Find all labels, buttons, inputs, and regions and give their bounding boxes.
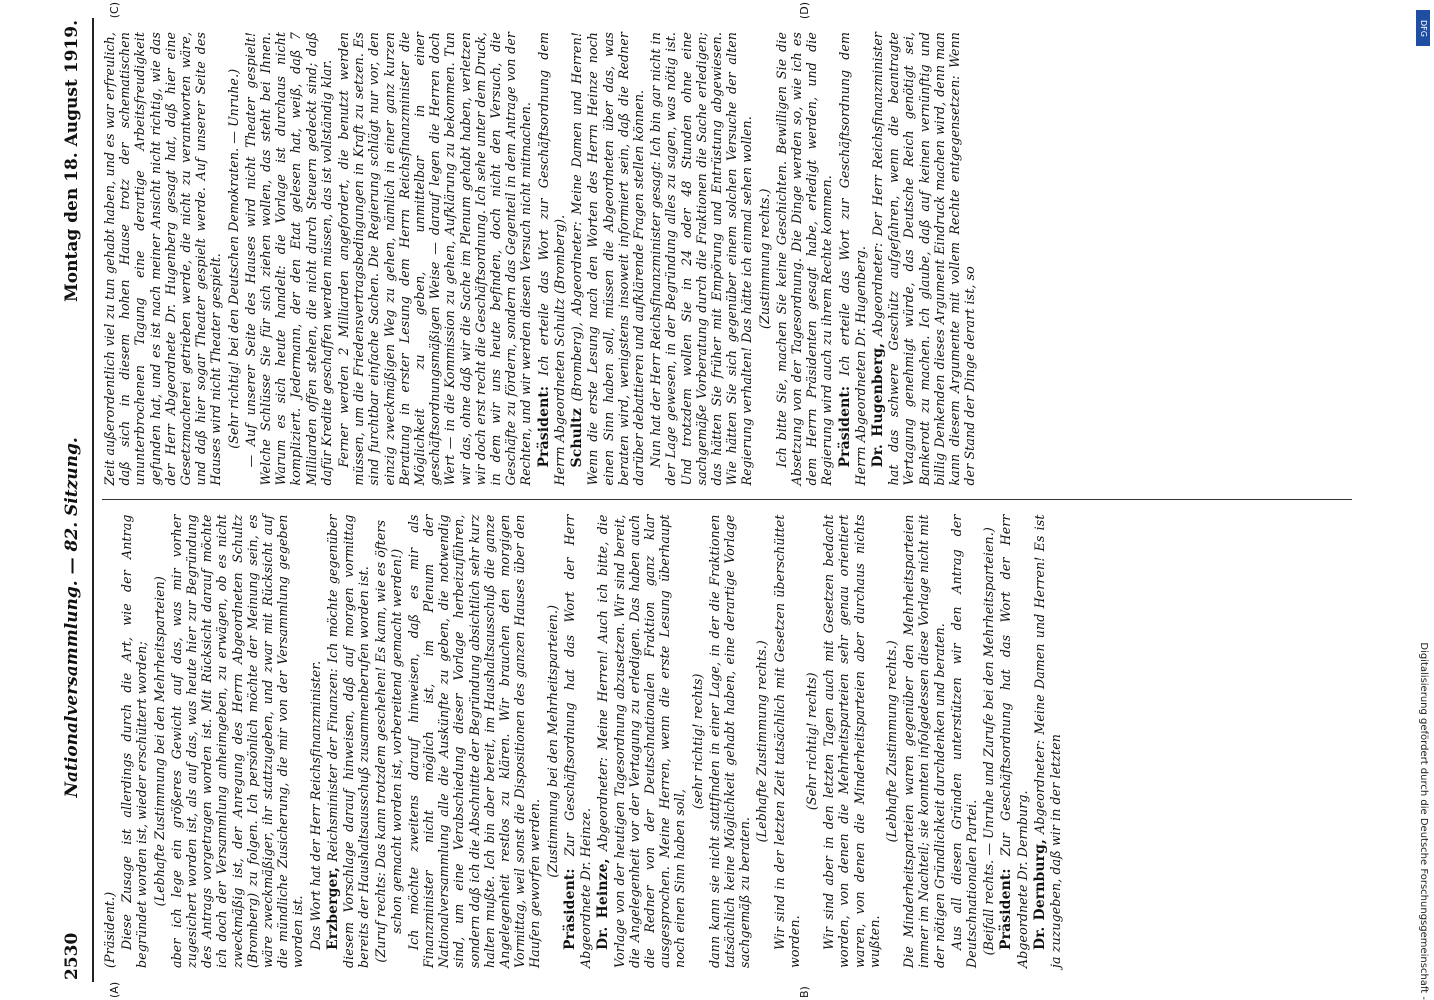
interjection: (Beifall rechts. — Unruhe und Zurufe bei den Mehrheitsparteien.) — [981, 527, 997, 956]
dfg-logo: DFG — [1416, 10, 1430, 46]
speech-paragraph — [325, 515, 372, 969]
interjection: (Sehr richtig! rechts) — [803, 672, 819, 811]
speech-paragraph — [998, 515, 1029, 969]
speaker-name: Erzberger, — [324, 867, 341, 950]
interjection: (Lebhafte Zustimmung rechts.) — [754, 640, 770, 843]
speech-paragraph — [595, 515, 687, 969]
speech-paragraph — [870, 32, 977, 486]
speaker-name: Präsident: — [561, 868, 578, 950]
paragraph: aber ich lege ein größeres Gewicht auf das, was mir vorher zugesichert worden ist, als auf das, was heute hier zur Begründung des Antrags vorgetragen worden ist. Mit Rücksicht darauf möchte ich doch der Versammlung anheimgeben, zu erwägen, ob es nicht zweckmäßig ist, der Anregung des Herrn Abgeordneten Schultz (Bromberg) zu folgen. Ich persönlich möchte der Meinung sein, es wäre zweckmäßiger, ihr stattzugeben, und zwar mit Rücksicht auf die mündliche Zusicherung, die mir von der Versammlung gegeben worden ist. — [168, 514, 306, 968]
speech-paragraph — [1032, 515, 1063, 969]
paragraph: Wir sind in der letzten Zeit tatsächlich mit Gesetzen überschüttet worden. — [771, 514, 802, 968]
interjection: (sehr richtig! rechts) — [689, 673, 705, 810]
speech-text: Zur Geschäftsordnung hat das Wort der Herr Abgeordnete Dr. Dernburg. — [998, 514, 1030, 968]
paragraph: Aus all diesen Gründen unterstützen wir den Antrag der Deutschnationalen Partei. — [948, 514, 979, 968]
speech-text: (Bromberg), Abgeordneter: Meine Damen und Herren! Wenn die erste Lesung nach den Worten des Herrn Heinze noch einen Sinn haben soll, müssen die Abgeordneten über das, was beraten wird, wenigstens insoweit informiert sein, daß die Redner darüber debattieren und aufklärende Fragen stellen können. — [569, 32, 646, 486]
left-column — [102, 500, 1352, 983]
speech-text: Ich erteile das Wort zur Geschäftsordnung dem Herrn Abgeordneten Schultz (Bromberg). — [535, 32, 567, 486]
speech-paragraph — [536, 32, 567, 486]
margin-mark-c: (C) — [108, 2, 121, 19]
interjection: (Zustimmung rechts.) — [756, 188, 772, 330]
speech-text: Ich erteile das Wort zur Geschäftsordnung dem Herrn Abgeordneten Dr. Hugenberg. — [836, 32, 868, 486]
interjection: (Zustimmung bei den Mehrheitsparteien.) — [544, 604, 560, 878]
speaker-name: Dr. Hugenberg, — [869, 342, 886, 468]
paragraph: Diese Zusage ist allerdings durch die Art, wie der Antrag begründet worden ist, wieder erschüttert worden; — [119, 514, 150, 968]
page-number: 2530 — [62, 932, 82, 980]
interjection: (Zuruf rechts: Das kann trotzdem geschehen! Es kann, wie es öfters schon gemacht worden ist, vorbereitend gemacht werden!) — [373, 519, 404, 963]
speech-text: Abgeordneter: Der Herr Reichsfinanzminister hat das schwere Geschütz aufgefahren, wenn die beantragte Vertagung genehmigt würde, das Deutsche Reich genötigt sei, Bankerott zu machen. Ich glaube, daß auf keinen vernünftig und billig Denkenden dieses Argument Eindruck machen wird, denn man kann diesem Argumente mit vollem Rechte entgegensetzen: Wenn der Stand der Dinge derart ist, so — [869, 31, 978, 486]
paragraph: dann kann sie nicht stattfinden in einer Lage, in der die Fraktionen tatsächlich keine Möglichkeit gehabt haben, eine derartige Vorlage sachgemäß zu beraten. — [706, 514, 753, 968]
margin-mark-d: (D) — [798, 2, 811, 20]
paragraph: Zeit außerordentlich viel zu tun gehabt haben, und es war erfreulich, daß sich in diesem hohen Hause trotz der schematischen ununterbrochenen Tagung eine derartige Arbeitsfreudigkeit gefunden hat, und es ist nach meiner Ansicht nicht richtig, wie das der Herr Abgeordnete Dr. Hugenberg gesagt hat, daß hier eine Gesetzmacherei getrieben werde, die nicht zu verantworten wäre, und daß hier sogar Theater gespielt werde. Auf unserer Seite des Hauses wird nicht Theater gespielt. — [102, 32, 224, 486]
margin-mark-a: (A) — [108, 981, 121, 998]
speaker-name: Präsident: — [998, 868, 1015, 950]
speech-paragraph — [569, 32, 646, 486]
speaker-name: Präsident: — [836, 385, 853, 468]
paragraph: — Auf unserer Seite des Hauses wird nicht Theater gespielt! Welche Schlüsse Sie für sich ziehen wollen, das steht bei Ihnen. Warum es sich heute handelt: die Vorlage ist durchaus nicht kompliziert. Jedermann, der den Etat gelesen hat, weiß, daß 7 Milliarden offen stehen, die nicht durch Steuern gedeckt sind; daß dafür Kredite geschaffen werden müssen, das ist vollständig klar. — [242, 32, 334, 486]
speaker-name: Präsident: — [535, 385, 552, 468]
speech-text: Reichsminister der Finanzen: Ich möchte gegenüber diesem Vorschlage darauf hinweisen, daß auf morgen vormittag bereits der Haushaltsausschuß zusammenberufen worden ist. — [324, 514, 372, 968]
speaker-name: Schultz — [569, 408, 586, 468]
speech-text: Abgeordneter: Meine Damen und Herren! Es ist ja zuzugeben, daß wir in der letzten — [1031, 514, 1063, 968]
speaker-name: Dr. Heinze, — [595, 858, 612, 950]
paragraph: (Präsident.) — [102, 891, 117, 968]
paragraph: Die Minderheitsparteien waren gegenüber den Mehrheitsparteien immer im Nachteil; sie konnten infolgedessen diese Vorlage nicht mit der nötigen Gründlichkeit durchdenken und beraten. — [901, 514, 947, 968]
interjection: (Lebhafte Zustimmung rechts.) — [883, 640, 899, 843]
paragraph: Ich möchte zweitens darauf hinweisen, daß es mir als Finanzminister nicht möglich ist, im Plenum der Nationalversammlung alle die Auskünfte zu geben, die notwendig sind, um eine Verabschiedung dieser Vorlage herbeizuführen, sondern daß ich die Abschnitte der Begründung absichtlich sehr kurz halten mußte. Ich bin aber bereit, im Haushaltsausschuß die ganze Angelegenheit restlos zu klären. Wir brauchen den morgigen Vormittag, weil sonst die Dispositionen des ganzen Hauses über den Haufen geworfen werden. — [405, 514, 543, 968]
speech-text: Abgeordneter: Meine Herren! Auch ich bitte, die Vorlage von der heutigen Tagesordnung abzusetzen. Wir sind bereit, die Angelegenheit vor der Vertagung zu erledigen. Das haben auch die Redner von der Deutschnationalen Fraktion ganz klar ausgesprochen. Meine Herren, wenn die erste Lesung überhaupt noch einen Sinn haben soll, — [595, 514, 688, 968]
speech-paragraph — [562, 515, 593, 969]
digitization-sidebar — [1416, 10, 1430, 1000]
speech-paragraph — [837, 32, 868, 486]
paragraph: Wir sind aber in den letzten Tagen auch mit Gesetzen bedacht worden, von denen die Mehrheitsparteien sehr genau orientiert waren, von denen die Minderheitsparteien aber durchaus nichts wußten. — [821, 514, 882, 968]
digitization-note: Digitalisierung gefördert durch die Deutsche Forschungsgemeinschaft - — [1418, 642, 1429, 1000]
speaker-name: Dr. Dernburg, — [1031, 839, 1048, 950]
page-header — [58, 18, 94, 982]
session-date: Montag den 18. August 1919. — [62, 20, 82, 303]
paragraph: Das Wort hat der Herr Reichsfinanzminister. — [307, 660, 323, 950]
document-page — [58, 0, 1398, 1000]
paragraph: Nun hat der Herr Reichsfinanzminister gesagt: Ich bin gar nicht in der Lage gewesen, in der Begründung alles zu sagen, was nötig ist. Und trotzdem wollen Sie in 24 oder 48 Stunden ohne eine sachgemäße Vorberatung durch die Fraktionen die Sache erledigen; das hätten Sie früher mit Empörung und Entrüstung abgewiesen. Wie hätten Sie sich gegenüber einem solchen Versuche der alten Regierung verhalten! Das hätte ich einmal sehen wollen. — [648, 32, 755, 486]
margin-mark-b: B) — [798, 986, 811, 998]
interjection: (Sehr richtig! bei den Deutschen Demokraten. — Unruhe.) — [225, 68, 241, 449]
interjection: (Lebhafte Zustimmung bei den Mehrheitsparteien) — [151, 576, 167, 907]
session-title: Nationalversammlung. — 82. Sitzung. — [62, 437, 82, 798]
speech-text: Zur Geschäftsordnung hat das Wort der Herr Abgeordnete Dr. Heinze. — [561, 514, 594, 968]
paragraph: Ferner werden 2 Milliarden angefordert, die benutzt werden müssen, um die Friedensvertragsbedingungen in Kraft zu setzen. Es sind furchtbar einfache Sachen. Die Regierung schlägt nur vor, den einzig zweckmäßigen Weg zu gehen, nämlich in einer ganz kurzen Beratung in erster Lesung dem Herrn Reichsfinanzminister die Möglichkeit zu geben, unmittelbar in einer geschäftsordnungsmäßigen Weise — darauf legen die Herren doch Wert — in die Kommission zu gehen, Aufklärung zu bekommen. Tun wir das, ohne daß wir die Sache im Plenum gehabt haben, verletzen wir doch erst recht die Geschäftsordnung. Ich sehe unter dem Druck, in dem wir uns heute befinden, doch nicht den Versuch, die Geschäfte zu fördern, sondern das Gegenteil in dem Antrage von der Rechten, und wir werden diesen Versuch nicht mitmachen. — [336, 32, 534, 486]
right-column — [102, 18, 1352, 500]
paragraph: Ich bitte Sie, machen Sie keine Geschichten. Bewilligen Sie die Absetzung von der Tagesordnung. Die Dinge werden so, wie ich es dem Herrn Präsidenten gesagt habe, erledigt werden, und die Regierung wird auch zu ihrem Rechte kommen. — [773, 32, 835, 486]
